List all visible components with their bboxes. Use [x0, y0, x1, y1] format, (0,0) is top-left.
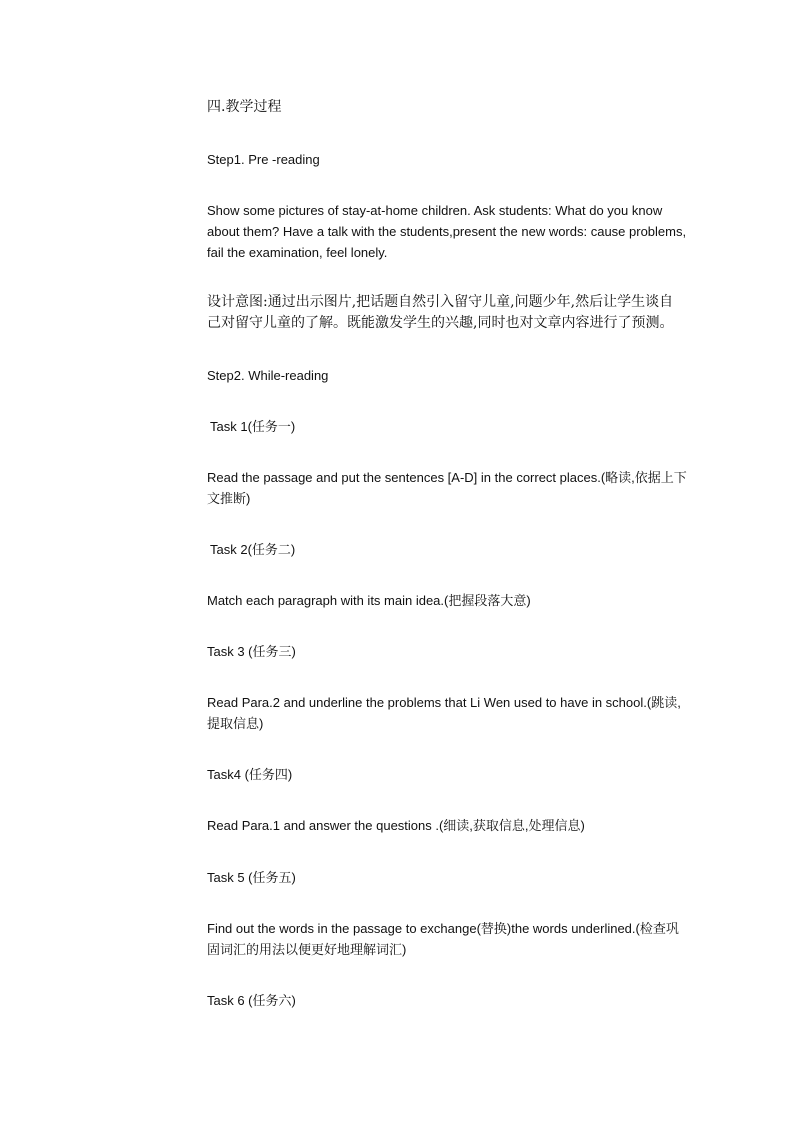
task2-body: Match each paragraph with its main idea.(把握段落大意) [207, 593, 531, 608]
task1-body: Read the passage and put the sentences [A-D] in the correct places.(略读,依据上下文推断) [207, 470, 687, 506]
task2-title: Task 2(任务二) [210, 542, 296, 557]
task6-title: Task 6 (任务六) [207, 993, 296, 1008]
design-intent-paragraph: 设计意图:通过出示图片,把话题自然引入留守儿童,问题少年,然后让学生谈自己对留守儿童的了解。既能激发学生的兴趣,同时也对文章内容进行了预测。 [207, 294, 674, 331]
task4-body: Read Para.1 and answer the questions .(细读,获取信息,处理信息) [207, 818, 585, 833]
section-heading: 四.教学过程 [207, 99, 282, 115]
step2-title: Step2. While-reading [207, 368, 329, 383]
task4-title: Task4 (任务四) [207, 767, 293, 782]
step1-title: Step1. Pre -reading [207, 152, 320, 167]
task3-title: Task 3 (任务三) [207, 644, 296, 659]
task3-body: Read Para.2 and underline the problems that Li Wen used to have in school.(跳读,提取信息) [207, 695, 681, 731]
task5-title: Task 5 (任务五) [207, 870, 296, 885]
task1-title: Task 1(任务一) [210, 419, 296, 434]
task5-body: Find out the words in the passage to exchange(替换)the words underlined.(检查巩固词汇的用法以便更好地理解词汇) [207, 921, 679, 957]
step1-body: Show some pictures of stay-at-home children. Ask students: What do you know about them? Have a talk with the students,present the new words: cause problems, fail the examination, feel lonely. [207, 203, 687, 260]
